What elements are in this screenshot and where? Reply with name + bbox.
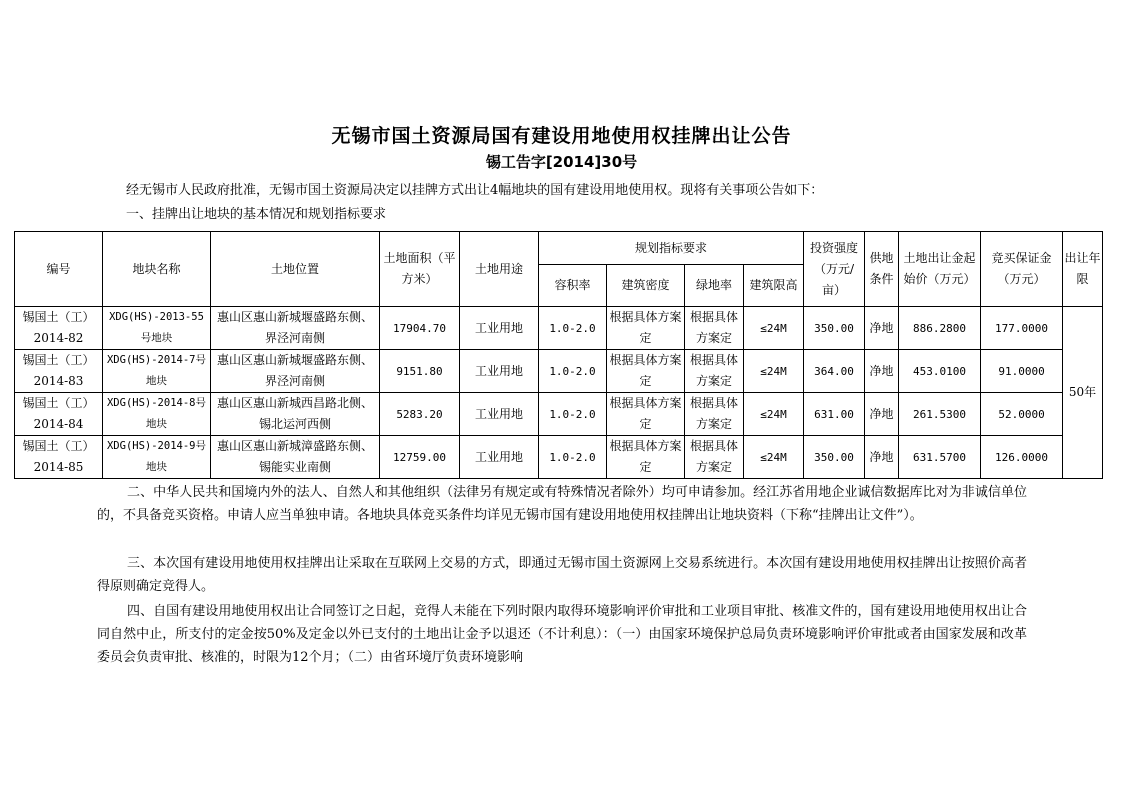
- cell-use: 工业用地: [460, 436, 539, 479]
- header-term: 出让年限: [1063, 232, 1103, 307]
- table-row: [15, 350, 1103, 393]
- paragraph-3-text: 三、本次国有建设用地使用权挂牌出让采取在互联网上交易的方式，即通过无锡市国土资源网上交易系统进行。本次国有建设用地使用权挂牌出让按照价高者得原则确定竞得人。: [97, 556, 1027, 594]
- cell-deposit: 52.0000: [981, 393, 1063, 436]
- cell-density: 根据具体方案定: [607, 436, 685, 479]
- cell-supply: 净地: [865, 350, 899, 393]
- cell-green: 根据具体方案定: [685, 307, 744, 350]
- cell-name: XDG(HS)-2014-9号地块: [103, 436, 211, 479]
- cell-start-price: 886.2800: [899, 307, 981, 350]
- paragraph-2: [97, 481, 1027, 527]
- cell-name: XDG(HS)-2013-55号地块: [103, 307, 211, 350]
- header-name: 地块名称: [103, 232, 211, 307]
- cell-start-price: 631.5700: [899, 436, 981, 479]
- cell-name: XDG(HS)-2014-8号地块: [103, 393, 211, 436]
- cell-density: 根据具体方案定: [607, 393, 685, 436]
- cell-area: 5283.20: [380, 393, 460, 436]
- page-title: 无锡市国土资源局国有建设用地使用权挂牌出让公告: [331, 125, 792, 147]
- header-planning: 规划指标要求: [539, 232, 804, 265]
- cell-far: 1.0-2.0: [539, 350, 607, 393]
- cell-location: 惠山区惠山新城堰盛路东侧、界泾河南侧: [211, 350, 380, 393]
- header-use: 土地用途: [460, 232, 539, 307]
- cell-id: 锡国土（工）2014-83: [15, 350, 103, 393]
- cell-use: 工业用地: [460, 350, 539, 393]
- cell-height: ≤24M: [744, 436, 804, 479]
- cell-supply: 净地: [865, 307, 899, 350]
- intro-paragraph: 经无锡市人民政府批准，无锡市国土资源局决定以挂牌方式出让4幅地块的国有建设用地使用权。现将有关事项公告如下：: [126, 183, 824, 198]
- cell-use: 工业用地: [460, 393, 539, 436]
- cell-area: 17904.70: [380, 307, 460, 350]
- cell-id: 锡国土（工）2014-82: [15, 307, 103, 350]
- cell-id: 锡国土（工）2014-85: [15, 436, 103, 479]
- cell-id: 锡国土（工）2014-84: [15, 393, 103, 436]
- land-parcel-table: [14, 231, 1103, 479]
- cell-location: 惠山区惠山新城漳盛路东侧、锡能实业南侧: [211, 436, 380, 479]
- cell-height: ≤24M: [744, 307, 804, 350]
- table-row: [15, 307, 1103, 350]
- header-far: 容积率: [539, 265, 607, 307]
- cell-use: 工业用地: [460, 307, 539, 350]
- cell-green: 根据具体方案定: [685, 350, 744, 393]
- header-density: 建筑密度: [607, 265, 685, 307]
- cell-area: 12759.00: [380, 436, 460, 479]
- paragraph-3: [97, 552, 1027, 598]
- header-supply: 供地条件: [865, 232, 899, 307]
- cell-green: 根据具体方案定: [685, 393, 744, 436]
- cell-height: ≤24M: [744, 393, 804, 436]
- cell-supply: 净地: [865, 436, 899, 479]
- cell-start-price: 453.0100: [899, 350, 981, 393]
- cell-density: 根据具体方案定: [607, 350, 685, 393]
- cell-investment: 350.00: [804, 307, 865, 350]
- paragraph-4: [97, 600, 1027, 669]
- document-number: 锡工告字[2014]30号: [485, 153, 638, 171]
- paragraph-2-text: 二、中华人民共和国境内外的法人、自然人和其他组织（法律另有规定或有特殊情况者除外）均可申请参加。经江苏省用地企业诚信数据库比对为非诚信单位的，不具备竞买资格。申请人应当单独申请。各地块具体竞买条件均详见无锡市国有建设用地使用权挂牌出让地块资料（下称“挂牌出让文件”）。: [97, 485, 1027, 523]
- paragraph-4-text: 四、自国有建设用地使用权出让合同签订之日起，竞得人未能在下列时限内取得环境影响评价审批和工业项目审批、核准文件的，国有建设用地使用权出让合同自然中止，所支付的定金按50%及定金以外已支付的土地出让金予以退还（不计利息）：（一）由国家环境保护总局负责环境影响评价审批或者由国家发展和改革委员会负责审批、核准的，时限为12个月；（二）由省环境厅负责环境影响: [97, 604, 1027, 665]
- cell-deposit: 126.0000: [981, 436, 1063, 479]
- cell-far: 1.0-2.0: [539, 307, 607, 350]
- cell-far: 1.0-2.0: [539, 436, 607, 479]
- cell-supply: 净地: [865, 393, 899, 436]
- table-row: [15, 393, 1103, 436]
- header-height: 建筑限高: [744, 265, 804, 307]
- header-start-price: 土地出让金起始价（万元）: [899, 232, 981, 307]
- section-1-heading: 一、挂牌出让地块的基本情况和规划指标要求: [126, 207, 387, 222]
- cell-green: 根据具体方案定: [685, 436, 744, 479]
- cell-height: ≤24M: [744, 350, 804, 393]
- cell-term: 50年: [1063, 307, 1103, 479]
- cell-investment: 350.00: [804, 436, 865, 479]
- table-row: [15, 436, 1103, 479]
- header-investment: 投资强度（万元/亩）: [804, 232, 865, 307]
- header-location: 土地位置: [211, 232, 380, 307]
- cell-investment: 631.00: [804, 393, 865, 436]
- cell-investment: 364.00: [804, 350, 865, 393]
- cell-area: 9151.80: [380, 350, 460, 393]
- cell-location: 惠山区惠山新城西昌路北侧、锡北运河西侧: [211, 393, 380, 436]
- header-deposit: 竞买保证金（万元）: [981, 232, 1063, 307]
- cell-name: XDG(HS)-2014-7号地块: [103, 350, 211, 393]
- cell-density: 根据具体方案定: [607, 307, 685, 350]
- cell-far: 1.0-2.0: [539, 393, 607, 436]
- cell-location: 惠山区惠山新城堰盛路东侧、界泾河南侧: [211, 307, 380, 350]
- cell-deposit: 177.0000: [981, 307, 1063, 350]
- cell-deposit: 91.0000: [981, 350, 1063, 393]
- header-area: 土地面积（平方米）: [380, 232, 460, 307]
- header-id: 编号: [15, 232, 103, 307]
- cell-start-price: 261.5300: [899, 393, 981, 436]
- header-green: 绿地率: [685, 265, 744, 307]
